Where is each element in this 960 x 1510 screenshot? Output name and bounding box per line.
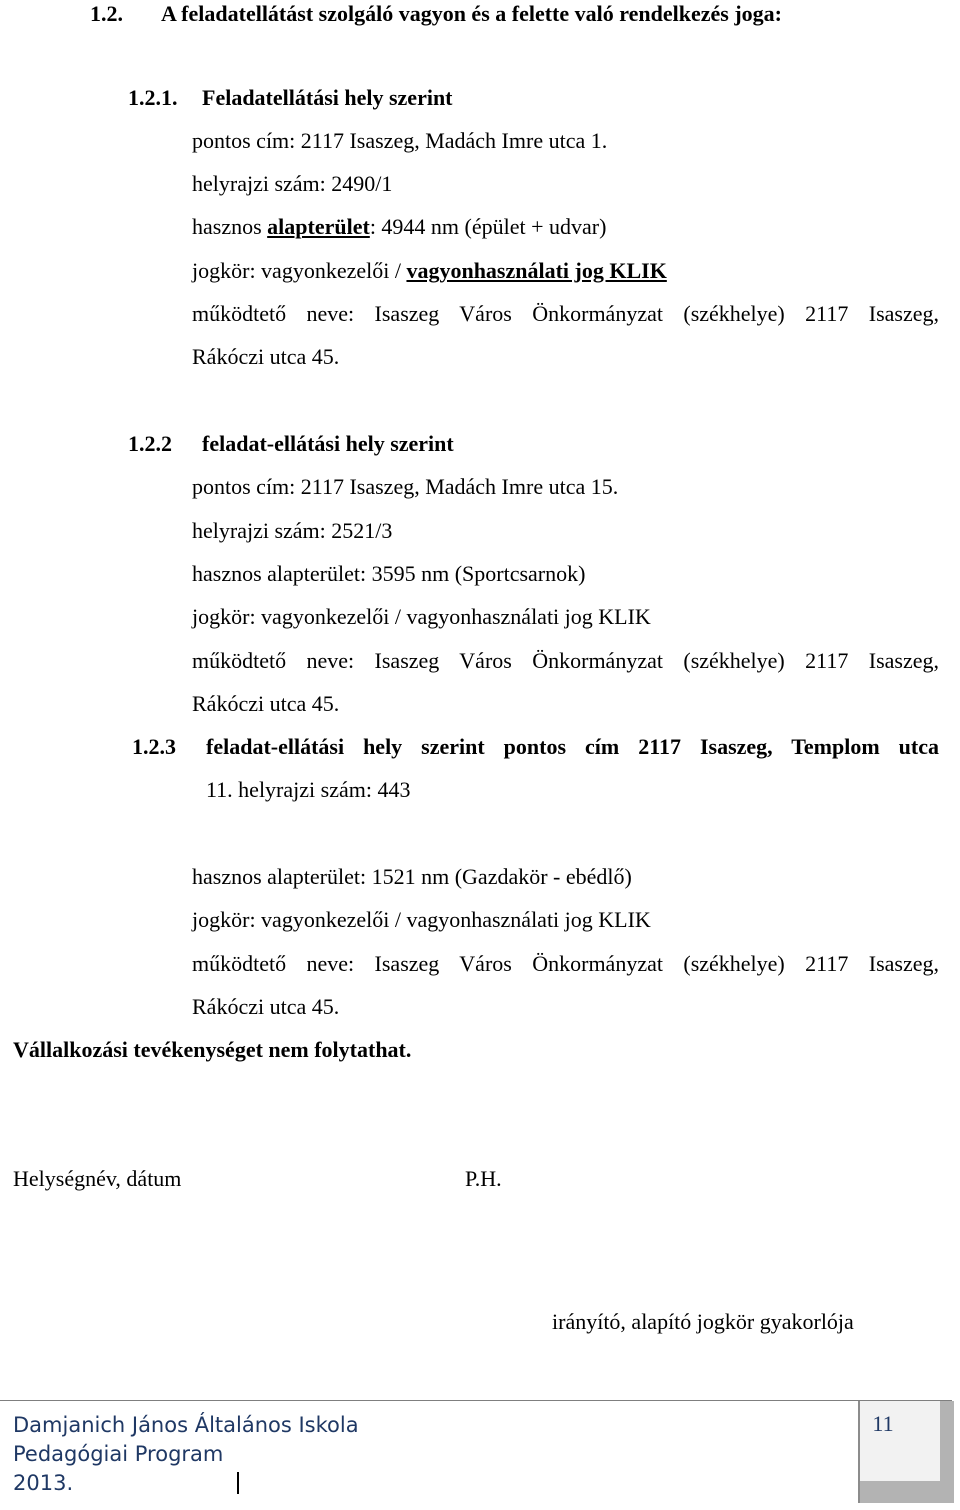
section-number-1-2-2: 1.2.2	[128, 431, 172, 456]
parcel-1-2-2: helyrajzi szám: 2521/3	[192, 518, 393, 543]
area-1-2-3: hasznos alapterület: 1521 nm (Gazdakör - ebédlő)	[192, 864, 632, 889]
section-title-1-2: A feladatellátást szolgáló vagyon és a felette való rendelkezés joga:	[161, 1, 782, 26]
footer-divider	[0, 1400, 952, 1401]
parcel-1-2-1: helyrajzi szám: 2490/1	[192, 171, 393, 196]
rights-1-2-2: jogkör: vagyonkezelői / vagyonhasználati jog KLIK	[192, 604, 651, 629]
section-number-1-2-1: 1.2.1.	[128, 85, 178, 110]
section-title-1-2-3: feladat-ellátási hely szerint pontos cím 2117 Isaszeg, Templom utca	[206, 734, 939, 759]
area-1-2-2: hasznos alapterület: 3595 nm (Sportcsarnok)	[192, 561, 586, 586]
section-number-1-2: 1.2.	[90, 1, 123, 26]
area-suffix: : 4944 nm (épület + udvar)	[369, 214, 607, 239]
page-number: 11	[872, 1411, 894, 1436]
footer-program-name: Pedagógiai Program	[13, 1442, 224, 1466]
stamp-label: P.H.	[465, 1166, 502, 1191]
operator-1-2-3: működtető neve: Isaszeg Város Önkormányzat (székhelye) 2117 Isaszeg,	[192, 951, 939, 976]
authority-label: irányító, alapító jogkör gyakorlója	[552, 1309, 854, 1334]
operator-cont-1-2-3: Rákóczi utca 45.	[192, 994, 340, 1019]
place-date-label: Helységnév, dátum	[13, 1166, 182, 1191]
section-title-1-2-1: Feladatellátási hely szerint	[202, 85, 453, 110]
address-1-2-1: pontos cím: 2117 Isaszeg, Madách Imre utca 1.	[192, 128, 608, 153]
text-cursor	[237, 1472, 239, 1494]
footer-school-name: Damjanich János Általános Iskola	[13, 1413, 359, 1437]
rights-prefix: jogkör: vagyonkezelői /	[192, 258, 407, 283]
section-number-1-2-3: 1.2.3	[132, 734, 176, 759]
rights-1-2-1	[192, 257, 667, 285]
operator-cont-1-2-2: Rákóczi utca 45.	[192, 691, 340, 716]
section-title-cont-1-2-3: 11. helyrajzi szám: 443	[206, 777, 411, 802]
area-1-2-1	[192, 213, 606, 241]
section-title-1-2-2: feladat-ellátási hely szerint	[202, 431, 454, 456]
rights-underlined: vagyonhasználati jog KLIK	[406, 258, 667, 283]
business-activity-note: Vállalkozási tevékenységet nem folytathat.	[13, 1037, 412, 1062]
rights-1-2-3: jogkör: vagyonkezelői / vagyonhasználati jog KLIK	[192, 907, 651, 932]
operator-1-2-1: működtető neve: Isaszeg Város Önkormányzat (székhelye) 2117 Isaszeg,	[192, 301, 939, 326]
operator-1-2-2: működtető neve: Isaszeg Város Önkormányzat (székhelye) 2117 Isaszeg,	[192, 648, 939, 673]
footer-year: 2013.	[13, 1471, 74, 1495]
operator-cont-1-2-1: Rákóczi utca 45.	[192, 344, 340, 369]
area-prefix: hasznos	[192, 214, 268, 239]
area-underlined: alapterület	[267, 214, 370, 239]
page-number-box	[858, 1401, 954, 1503]
address-1-2-2: pontos cím: 2117 Isaszeg, Madách Imre utca 15.	[192, 474, 619, 499]
